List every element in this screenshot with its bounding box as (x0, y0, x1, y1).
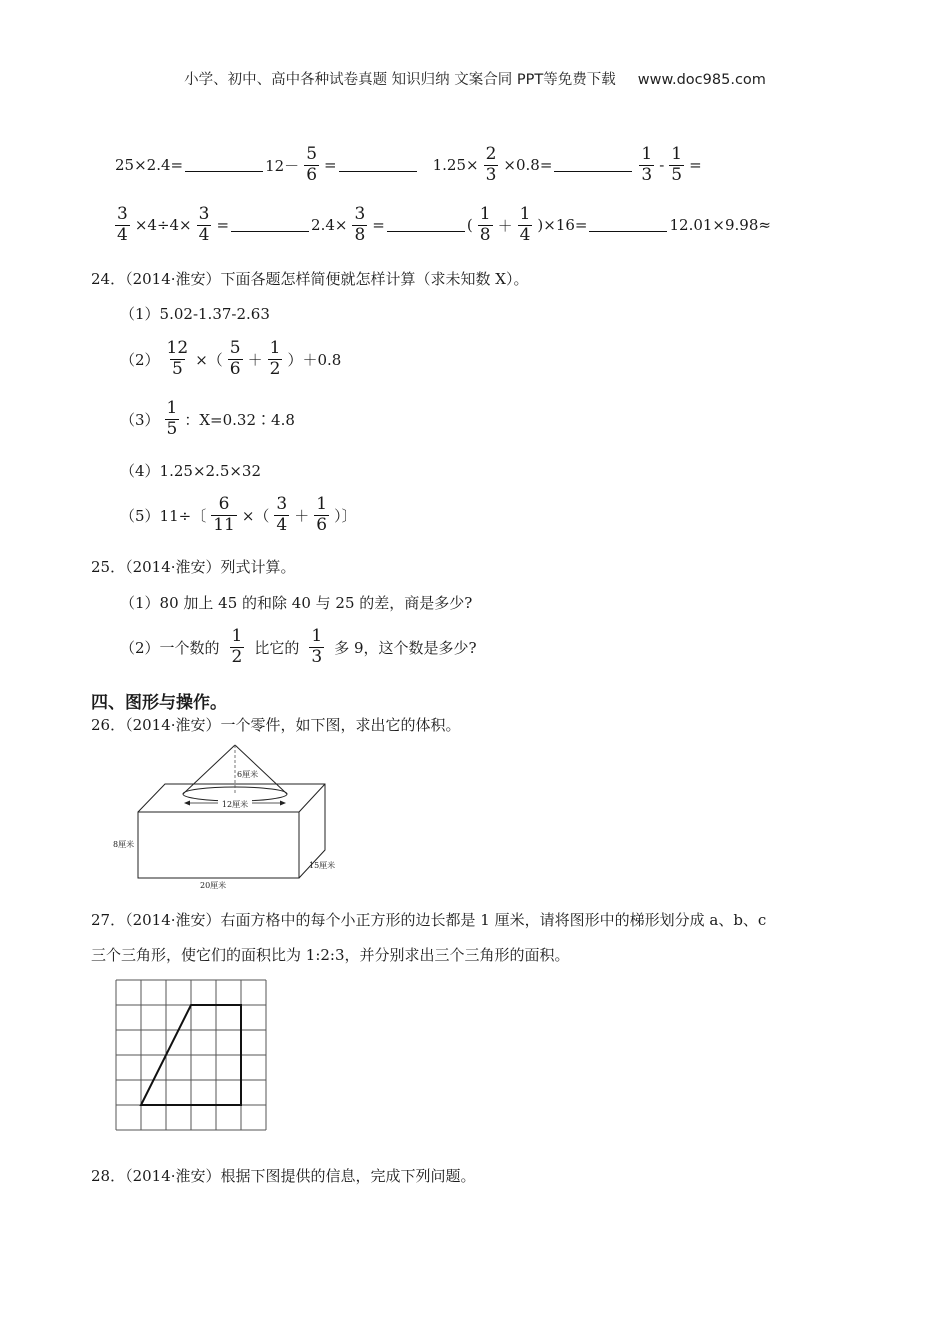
expr-text: 12－ (265, 156, 300, 175)
depth-label: 15厘米 (309, 861, 336, 870)
expr-text: )×16= (537, 216, 588, 235)
expr-text: = (689, 156, 702, 175)
q28-title: 28．（2014·淮安）根据下图提供的信息，完成下列问题。 (91, 1167, 476, 1185)
header-site: www.doc985.com (637, 72, 766, 88)
q24-item3 (120, 400, 295, 439)
q25-title: 25．（2014·淮安）列式计算。 (91, 558, 296, 576)
expr-text: （2）一个数的 (120, 638, 220, 657)
header-text: 小学、初中、高中各种试卷真题 知识归纳 文案合同 PPT等免费下载 (184, 72, 616, 88)
page-header (0, 68, 950, 89)
fraction: $\frac{1}{5}$ (166, 398, 178, 439)
expr-text: ×（ (241, 506, 270, 525)
fraction: $\frac{3}{4}$ (117, 204, 128, 245)
answer-blank[interactable] (339, 158, 417, 172)
height-label: 8厘米 (113, 840, 135, 849)
expr-text: ×（ (195, 350, 223, 369)
expr-text: ( (466, 216, 473, 235)
fraction: $\frac{1}{2}$ (269, 338, 281, 379)
grid (116, 980, 266, 1130)
fraction: $\frac{1}{6}$ (316, 494, 328, 535)
expr-text: 2.4× (311, 216, 348, 235)
expr-text: 多 9，这个数是多少? (334, 638, 477, 657)
q24-item2 (120, 340, 341, 379)
fraction: $\frac{1}{3}$ (641, 144, 653, 185)
q27-line1: 27．（2014·淮安）右面方格中的每个小正方形的边长都是 1 厘米，请将图形中的梯形划分成 a、b、c (91, 911, 767, 929)
expr-text: 25×2.4= (115, 156, 184, 175)
answer-blank[interactable] (387, 218, 465, 232)
fraction: $\frac{3}{4}$ (276, 494, 288, 535)
q23-row1 (115, 146, 702, 185)
expr-text: ×4÷4× (134, 216, 192, 235)
expr-text: ）＋0.8 (287, 350, 342, 369)
answer-blank[interactable] (554, 158, 632, 172)
q24-item1: （1）5.02-1.37-2.63 (120, 305, 270, 323)
expr-text: ＋ (247, 350, 263, 369)
q26-title: 26．（2014·淮安）一个零件，如下图，求出它的体积。 (91, 716, 461, 734)
expr-text: = (372, 216, 385, 235)
fraction: $\frac{5}{6}$ (306, 144, 318, 185)
fraction: $\frac{1}{4}$ (519, 204, 531, 245)
item-number: （5）11÷〔 (120, 506, 207, 525)
item-number: （3） (120, 410, 160, 429)
q25-item2 (120, 628, 477, 667)
q26-figure (110, 740, 360, 892)
fraction: $\frac{1}{2}$ (231, 626, 243, 667)
fraction: $\frac{1}{3}$ (311, 626, 323, 667)
expr-text: - (659, 156, 665, 175)
fraction: $\frac{1}{8}$ (479, 204, 491, 245)
expr-text: 比它的 (254, 638, 300, 657)
fraction: $\frac{5}{6}$ (229, 338, 241, 379)
q24-item5 (120, 496, 357, 535)
q27-line2: 三个三角形，使它们的面积比为 1:2:3，并分别求出三个三角形的面积。 (91, 946, 570, 964)
fraction: $\frac{2}{3}$ (485, 144, 497, 185)
expr-text: ＋ (497, 216, 513, 235)
answer-blank[interactable] (589, 218, 667, 232)
q24-title: 24．（2014·淮安）下面各题怎样简便就怎样计算（求未知数 X）。 (91, 270, 529, 288)
fraction: $\frac{1}{5}$ (671, 144, 683, 185)
expr-text: ）〕 (334, 506, 357, 525)
expr-text: ＋ (294, 506, 310, 525)
q25-item1: （1）80 加上 45 的和除 40 与 25 的差，商是多少? (120, 594, 473, 612)
fraction: $\frac{12}{5}$ (166, 338, 189, 379)
q24-item4: （4）1.25×2.5×32 (120, 462, 262, 480)
fraction: $\frac{3}{8}$ (354, 204, 366, 245)
expr-text: = (216, 216, 230, 235)
q23-row2 (110, 206, 771, 245)
expr-text: 12.01×9.98≈ (669, 216, 771, 235)
section-heading: 四、图形与操作。 (91, 693, 227, 713)
answer-blank[interactable] (185, 158, 263, 172)
q27-grid-figure (112, 976, 272, 1136)
expr-text: ×0.8= (503, 156, 553, 175)
item-number: （2） (120, 350, 160, 369)
expr-text: = (324, 156, 337, 175)
answer-blank[interactable] (231, 218, 309, 232)
expr-text: ：X=0.32∶4.8 (184, 410, 295, 429)
expr-text: 1.25× (432, 156, 479, 175)
cone-height-label: 6厘米 (237, 770, 259, 779)
fraction: $\frac{3}{4}$ (198, 204, 210, 245)
fraction: $\frac{6}{11}$ (213, 494, 235, 535)
cone-diameter-label: 12厘米 (221, 800, 249, 809)
width-label: 20厘米 (200, 881, 227, 890)
